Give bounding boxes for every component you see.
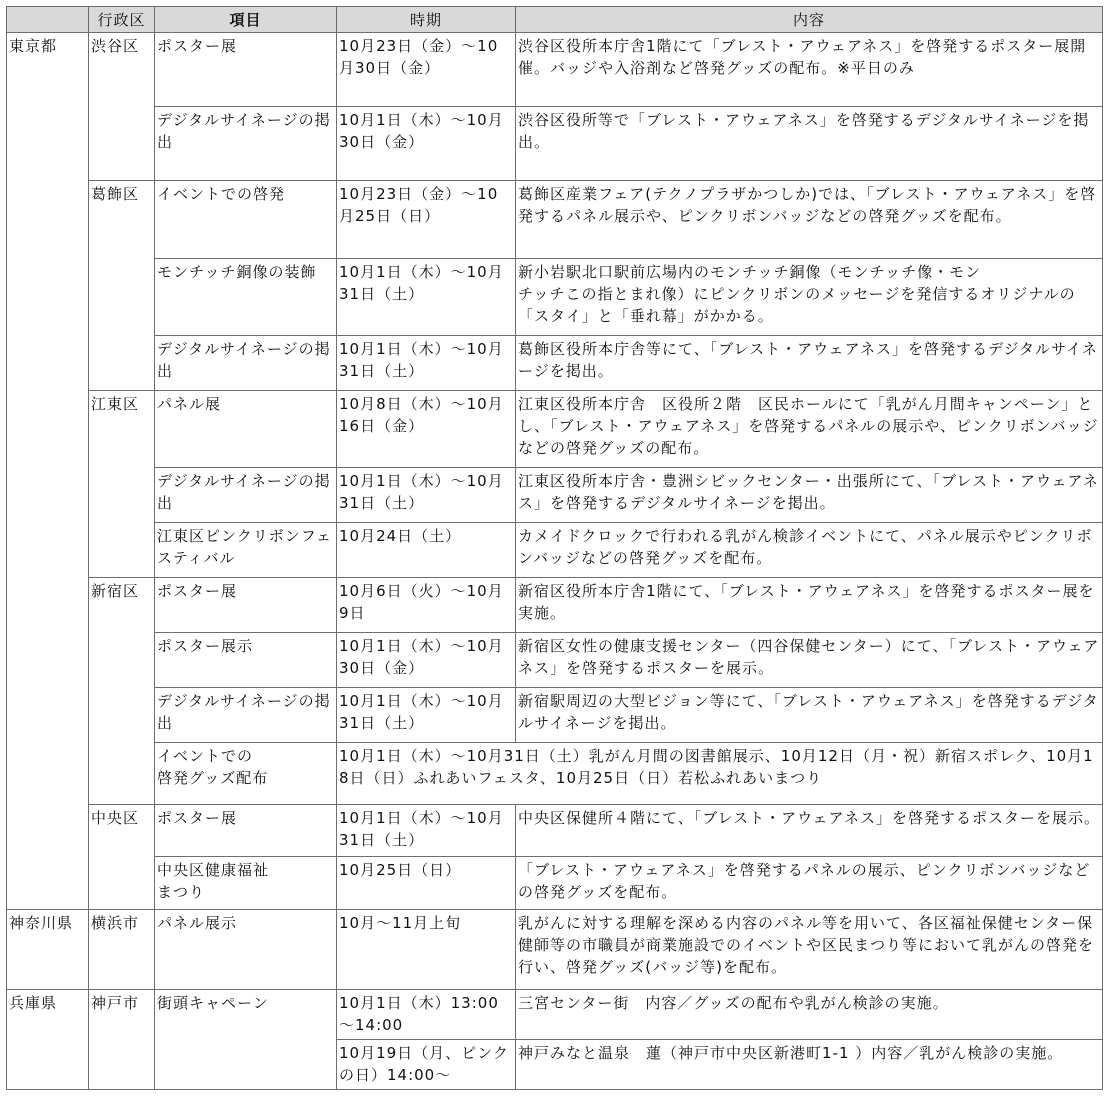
- event-schedule-table: [6, 6, 1103, 1090]
- period-cell: 10月1日（木）～10月31日（土）: [337, 336, 516, 391]
- period-cell: 10月1日（木）～10月31日（土）: [337, 805, 516, 857]
- period-cell: 10月1日（木）～10月31日（土）: [337, 688, 516, 743]
- item-cell: パネル展示: [155, 910, 337, 990]
- period-cell: 10月1日（木）～10月31日（土）: [337, 468, 516, 523]
- ward-cell: 神戸市: [89, 990, 155, 1090]
- period-cell: 10月1日（木）～10月30日（金）: [337, 633, 516, 688]
- content-cell: 渋谷区役所本庁舎1階にて「ブレスト・アウェアネス」を啓発するポスター展開催。バッジや入浴剤など啓発グッズの配布。※平日のみ: [516, 33, 1103, 107]
- ward-cell: 新宿区: [89, 578, 155, 805]
- header-ward: 行政区: [89, 7, 155, 33]
- merged-description-cell: 10月1日（木）～10月31日（土）乳がん月間の図書館展示、10月12日（月・祝）新宿スポレク、10月18日（日）ふれあいフェスタ、10月25日（日）若松ふれあいまつり: [337, 743, 1103, 805]
- period-cell: 10月1日（木）～10月30日（金）: [337, 107, 516, 181]
- content-cell: 新宿駅周辺の大型ビジョン等にて、「ブレスト・アウェアネス」を啓発するデジタルサイネージを掲出。: [516, 688, 1103, 743]
- item-cell: デジタルサイネージの掲出: [155, 107, 337, 181]
- prefecture-cell: 東京都: [7, 33, 89, 910]
- content-cell: 新宿区女性の健康支援センター（四谷保健センター）にて、「ブレスト・アウェアネス」を啓発するポスターを展示。: [516, 633, 1103, 688]
- table-row: [7, 857, 1103, 910]
- period-cell: 10月1日（木）13:00～14:00: [337, 990, 516, 1040]
- item-cell: 江東区ピンクリボンフェスティバル: [155, 523, 337, 578]
- item-cell: 街頭キャペーン: [155, 990, 337, 1090]
- table-row: [7, 391, 1103, 468]
- period-cell: 10月25日（日）: [337, 857, 516, 910]
- header-item: 項目: [155, 7, 337, 33]
- ward-cell: 中央区: [89, 805, 155, 910]
- period-cell: 10月1日（木）～10月31日（土）: [337, 259, 516, 336]
- header-period: 時期: [337, 7, 516, 33]
- ward-cell: 渋谷区: [89, 33, 155, 181]
- item-cell: デジタルサイネージの掲出: [155, 688, 337, 743]
- period-cell: 10月24日（土）: [337, 523, 516, 578]
- item-cell: ポスター展: [155, 805, 337, 857]
- item-cell: イベントでの啓発: [155, 181, 337, 259]
- content-cell: 三宮センター街 内容／グッズの配布や乳がん検診の実施。: [516, 990, 1103, 1040]
- content-cell: 葛飾区役所本庁舎等にて、「ブレスト・アウェアネス」を啓発するデジタルサイネージを掲出。: [516, 336, 1103, 391]
- table-row: [7, 633, 1103, 688]
- ward-cell: 横浜市: [89, 910, 155, 990]
- ward-cell: 葛飾区: [89, 181, 155, 391]
- table-row: [7, 336, 1103, 391]
- table-row: [7, 578, 1103, 633]
- header-content: 内容: [516, 7, 1103, 33]
- table-row: [7, 910, 1103, 990]
- table-row: [7, 33, 1103, 107]
- content-cell: 新宿区役所本庁舎1階にて、「ブレスト・アウェアネス」を啓発するポスター展を実施。: [516, 578, 1103, 633]
- item-cell: ポスター展: [155, 33, 337, 107]
- period-cell: 10月23日（金）～10月30日（金）: [337, 33, 516, 107]
- table-row: [7, 181, 1103, 259]
- table-row: [7, 688, 1103, 743]
- prefecture-cell: 兵庫県: [7, 990, 89, 1090]
- period-cell: 10月23日（金）～10月25日（日）: [337, 181, 516, 259]
- item-cell: デジタルサイネージの掲出: [155, 336, 337, 391]
- table-row: [7, 805, 1103, 857]
- table-row: [7, 743, 1103, 805]
- period-cell: 10月8日（木）～10月16日（金）: [337, 391, 516, 468]
- item-cell: ポスター展: [155, 578, 337, 633]
- table-row: [7, 523, 1103, 578]
- table-row: [7, 468, 1103, 523]
- content-cell: 江東区役所本庁舎・豊洲シビックセンター・出張所にて、「ブレスト・アウェアネス」を啓発するデジタルサイネージを掲出。: [516, 468, 1103, 523]
- period-cell: 10月19日（月、ピンクの日）14:00～: [337, 1040, 516, 1090]
- ward-cell: 江東区: [89, 391, 155, 578]
- content-cell: カメイドクロックで行われる乳がん検診イベントにて、パネル展示やピンクリボンバッジなどの啓発グッズを配布。: [516, 523, 1103, 578]
- item-cell: 中央区健康福祉 まつり: [155, 857, 337, 910]
- content-cell: 渋谷区役所等で「ブレスト・アウェアネス」を啓発するデジタルサイネージを掲出。: [516, 107, 1103, 181]
- item-cell: イベントでの 啓発グッズ配布: [155, 743, 337, 805]
- content-cell: 神戸みなと温泉 蓮（神戸市中央区新港町1-1 ）内容／乳がん検診の実施。: [516, 1040, 1103, 1090]
- content-cell: 乳がんに対する理解を深める内容のパネル等を用いて、各区福祉保健センター保健師等の市職員が商業施設でのイベントや区民まつり等において乳がんの啓発を行い、啓発グッズ(バッジ等)を配布。: [516, 910, 1103, 990]
- header-row: [7, 7, 1103, 33]
- content-cell: 新小岩駅北口駅前広場内のモンチッチ銅像（モンチッチ像・モン チッチこの指とまれ像）にピンクリボンのメッセージを発信するオリジナルの「スタイ」と「垂れ幕」がかかる。: [516, 259, 1103, 336]
- item-cell: ポスター展示: [155, 633, 337, 688]
- prefecture-cell: 神奈川県: [7, 910, 89, 990]
- item-cell: モンチッチ銅像の装飾: [155, 259, 337, 336]
- content-cell: 葛飾区産業フェア(テクノプラザかつしか)では、「ブレスト・アウェアネス」を啓発するパネル展示や、ピンクリボンバッジなどの啓発グッズを配布。: [516, 181, 1103, 259]
- item-cell: パネル展: [155, 391, 337, 468]
- content-cell: 江東区役所本庁舎 区役所２階 区民ホールにて「乳がん月間キャンペーン」とし、「ブレスト・アウェアネス」を啓発するパネルの展示や、ピンクリボンバッジなどの啓発グッズの配布。: [516, 391, 1103, 468]
- period-cell: 10月～11月上旬: [337, 910, 516, 990]
- header-prefecture: [7, 7, 89, 33]
- content-cell: 「ブレスト・アウェアネス」を啓発するパネルの展示、ピンクリボンバッジなどの啓発グッズを配布。: [516, 857, 1103, 910]
- period-cell: 10月6日（火）～10月9日: [337, 578, 516, 633]
- table-row: [7, 107, 1103, 181]
- item-cell: デジタルサイネージの掲出: [155, 468, 337, 523]
- table-row: [7, 259, 1103, 336]
- table-row: [7, 990, 1103, 1040]
- content-cell: 中央区保健所４階にて、「ブレスト・アウェアネス」を啓発するポスターを展示。: [516, 805, 1103, 857]
